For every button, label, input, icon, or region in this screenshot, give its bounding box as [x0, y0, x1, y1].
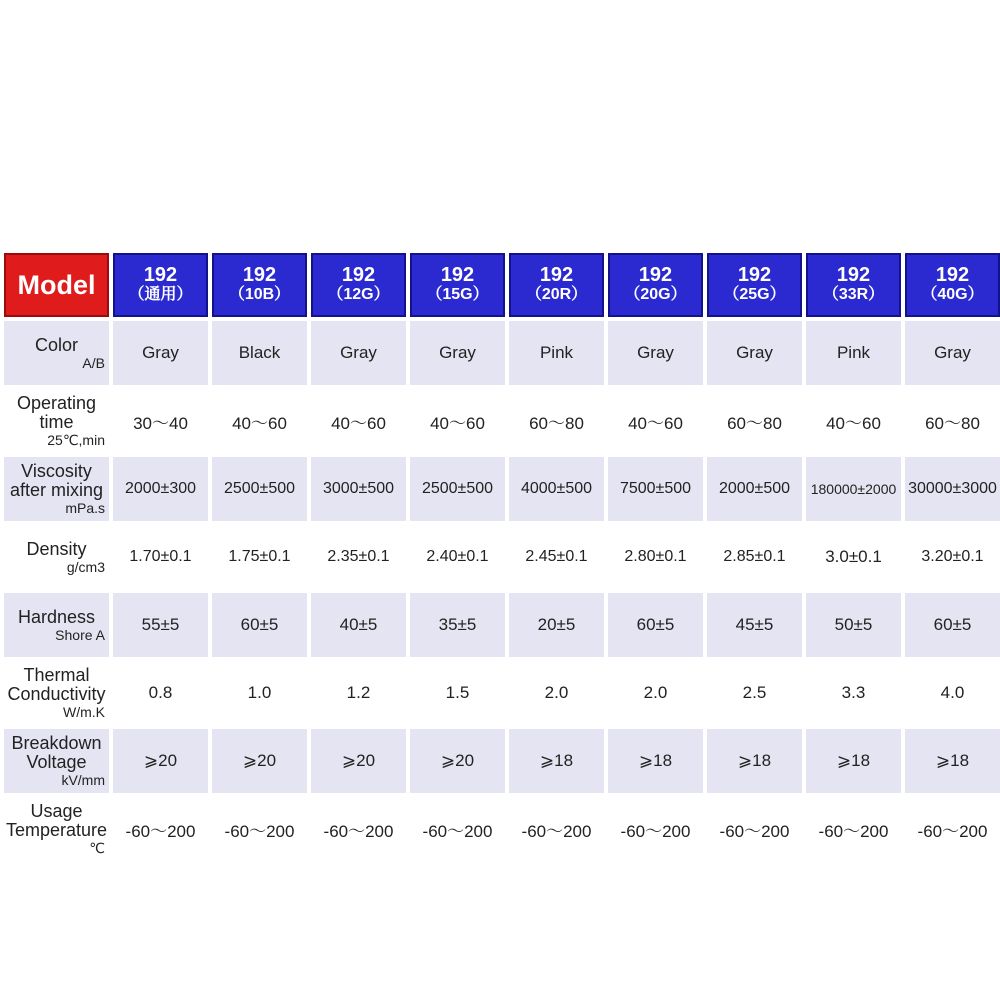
property-name: Color: [34, 334, 78, 355]
model-variant: （10B）: [228, 286, 291, 303]
property-name: Operating: [16, 393, 97, 413]
spec-value: -60～200: [311, 797, 406, 861]
model-number: 192: [440, 264, 475, 286]
spec-value: 35±5: [410, 593, 505, 657]
property-name: Hardness: [17, 606, 96, 627]
spec-value: Gray: [608, 321, 703, 385]
spec-value: 2.5: [707, 661, 802, 725]
row-label: [4, 525, 109, 589]
model-number: 192: [836, 264, 871, 286]
spec-value: 3.3: [806, 661, 901, 725]
row-label: [4, 389, 109, 453]
model-header: [905, 253, 1000, 317]
model-header: [707, 253, 802, 317]
spec-value: -60～200: [212, 797, 307, 861]
property-name: Viscosity: [21, 461, 92, 481]
spec-value: 2500±500: [212, 457, 307, 521]
spec-value: 60～80: [905, 389, 1000, 453]
property-name: Usage: [30, 801, 83, 821]
property-unit: mPa.s: [65, 500, 105, 516]
spec-value: ⩾18: [509, 729, 604, 793]
model-number: 192: [737, 264, 772, 286]
spec-value: Pink: [806, 321, 901, 385]
spec-value: Gray: [905, 321, 1000, 385]
row-label: [4, 321, 109, 385]
spec-value: 180000±2000: [806, 457, 901, 521]
model-number: 192: [935, 264, 970, 286]
spec-value: 2500±500: [410, 457, 505, 521]
spec-value: 2.40±0.1: [410, 525, 505, 589]
spec-value: 3000±500: [311, 457, 406, 521]
model-variant: （15G）: [426, 286, 489, 303]
property-name: Conductivity: [7, 684, 106, 704]
spec-value: ⩾20: [311, 729, 406, 793]
row-label: [4, 729, 109, 793]
spec-value: 2.80±0.1: [608, 525, 703, 589]
spec-value: -60～200: [707, 797, 802, 861]
spec-value: -60～200: [905, 797, 1000, 861]
spec-value: 55±5: [113, 593, 208, 657]
model-number: 192: [341, 264, 376, 286]
row-label: [4, 593, 109, 657]
property-name: Breakdown: [11, 733, 102, 753]
spec-value: 2.0: [608, 661, 703, 725]
property-unit: 25℃,min: [47, 432, 105, 448]
model-header: [509, 253, 604, 317]
spec-value: ⩾20: [410, 729, 505, 793]
spec-value: 40～60: [311, 389, 406, 453]
property-name: Temperature: [5, 820, 108, 840]
spec-value: Gray: [311, 321, 406, 385]
spec-value: 30～40: [113, 389, 208, 453]
model-label: Model: [4, 253, 109, 317]
spec-value: Gray: [707, 321, 802, 385]
spec-value: Gray: [410, 321, 505, 385]
spec-value: 1.70±0.1: [113, 525, 208, 589]
model-number: 192: [638, 264, 673, 286]
property-name: Thermal: [23, 665, 90, 685]
spec-value: 60～80: [509, 389, 604, 453]
spec-value: -60～200: [410, 797, 505, 861]
spec-value: 30000±3000: [905, 457, 1000, 521]
spec-value: 2000±500: [707, 457, 802, 521]
spec-value: Pink: [509, 321, 604, 385]
property-unit: kV/mm: [61, 772, 105, 788]
spec-value: 1.75±0.1: [212, 525, 307, 589]
property-name: time: [39, 412, 74, 432]
spec-value: 45±5: [707, 593, 802, 657]
property-name: Density: [26, 538, 87, 559]
spec-value: 40～60: [410, 389, 505, 453]
model-variant: （通用）: [128, 286, 193, 303]
spec-value: 7500±500: [608, 457, 703, 521]
spec-value: 3.0±0.1: [806, 525, 901, 589]
model-header: [806, 253, 901, 317]
spec-value: 2.0: [509, 661, 604, 725]
spec-value: -60～200: [806, 797, 901, 861]
spec-value: 60±5: [212, 593, 307, 657]
spec-value: 60±5: [608, 593, 703, 657]
model-header: [311, 253, 406, 317]
spec-value: ⩾20: [113, 729, 208, 793]
property-unit: W/m.K: [63, 704, 105, 720]
spec-value: 40～60: [806, 389, 901, 453]
row-label: [4, 797, 109, 861]
spec-value: 2000±300: [113, 457, 208, 521]
property-unit: g/cm3: [66, 558, 105, 575]
model-number: 192: [242, 264, 277, 286]
spec-value: ⩾18: [608, 729, 703, 793]
spec-value: -60～200: [113, 797, 208, 861]
spec-value: 40±5: [311, 593, 406, 657]
model-number: 192: [143, 264, 178, 286]
spec-value: -60～200: [509, 797, 604, 861]
spec-value: ⩾20: [212, 729, 307, 793]
model-variant: （20R）: [525, 286, 588, 303]
row-label: [4, 661, 109, 725]
model-variant: （12G）: [327, 286, 390, 303]
model-header: [410, 253, 505, 317]
spec-value: 1.2: [311, 661, 406, 725]
model-header: [608, 253, 703, 317]
spec-value: 60～80: [707, 389, 802, 453]
spec-value: 20±5: [509, 593, 604, 657]
row-label: [4, 457, 109, 521]
spec-value: 2.35±0.1: [311, 525, 406, 589]
property-unit: ℃: [89, 840, 105, 856]
spec-value: Gray: [113, 321, 208, 385]
spec-value: Black: [212, 321, 307, 385]
model-header: [113, 253, 208, 317]
property-name: after mixing: [9, 480, 104, 500]
spec-table: [4, 253, 996, 861]
spec-value: 60±5: [905, 593, 1000, 657]
spec-value: -60～200: [608, 797, 703, 861]
spec-value: 50±5: [806, 593, 901, 657]
spec-value: 2.45±0.1: [509, 525, 604, 589]
spec-value: 2.85±0.1: [707, 525, 802, 589]
model-variant: （25G）: [723, 286, 786, 303]
property-name: Voltage: [26, 752, 87, 772]
spec-value: 40～60: [212, 389, 307, 453]
model-variant: （20G）: [624, 286, 687, 303]
spec-value: ⩾18: [707, 729, 802, 793]
model-number: 192: [539, 264, 574, 286]
spec-value: 4000±500: [509, 457, 604, 521]
model-header: [212, 253, 307, 317]
spec-value: 3.20±0.1: [905, 525, 1000, 589]
spec-value: ⩾18: [806, 729, 901, 793]
spec-value: 4.0: [905, 661, 1000, 725]
model-variant: （40G）: [921, 286, 984, 303]
model-variant: （33R）: [822, 286, 885, 303]
property-unit: Shore A: [55, 626, 105, 643]
spec-value: 1.5: [410, 661, 505, 725]
property-unit: A/B: [82, 354, 105, 371]
spec-value: 0.8: [113, 661, 208, 725]
spec-value: ⩾18: [905, 729, 1000, 793]
spec-value: 1.0: [212, 661, 307, 725]
spec-value: 40～60: [608, 389, 703, 453]
